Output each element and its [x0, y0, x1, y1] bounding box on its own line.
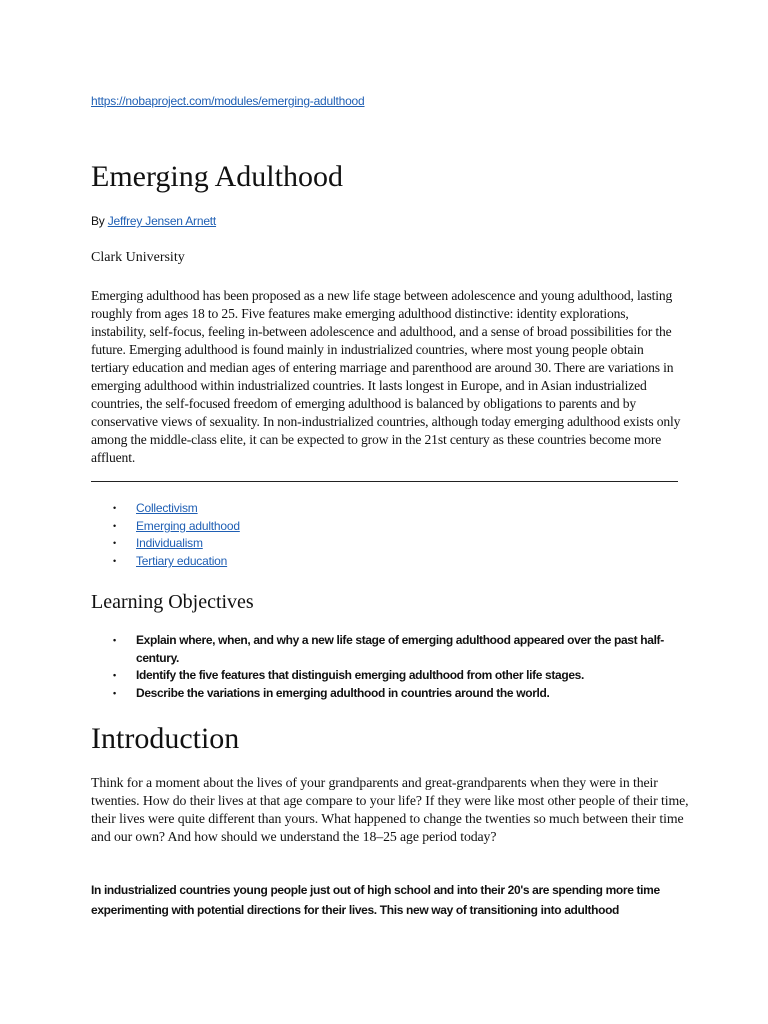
keyword-list: [91, 500, 240, 571]
introduction-paragraph: Think for a moment about the lives of your grandparents and great-grandparents when they were in their twenties. How do their lives at that age compare to your life? If they were like most other people of their time, their lives were quite different than yours. What happened to change the twenties so much between their time and our own? And how should we understand the 18–25 age period today?: [91, 775, 689, 844]
horizontal-rule: [91, 481, 678, 482]
abstract-paragraph: Emerging adulthood has been proposed as a new life stage between adolescence and young adulthood, lasting roughly from ages 18 to 25. Five features make emerging adulthood distinctive: identity explorations, instability, self-focus, feeling in-between adolescence and adulthood, and a sense of broad possibilities for the future. Emerging adulthood is found mainly in industrialized countries, where most young people obtain tertiary education and median ages of entering marriage and parenthood are around 30. There are variations in emerging adulthood within industrialized countries. It lasts longest in Europe, and in Asian industrialized countries, the self-focused freedom of emerging adulthood is balanced by obligations to parents and by conservative views of sexuality. In non-industrialized countries, although today emerging adulthood exists only among the middle-class elite, it can be expected to grow in the 21st century as these countries become more affluent.: [91, 288, 681, 465]
learning-objectives-heading: Learning Objectives: [91, 591, 254, 613]
objective-text: Identify the five features that distinguish emerging adulthood from other life stages.: [136, 668, 584, 683]
bullet-icon: •: [113, 538, 116, 549]
bullet-icon: •: [113, 670, 116, 681]
keyword-link-tertiary-education[interactable]: Tertiary education: [136, 554, 228, 569]
objective-text: Describe the variations in emerging adulthood in countries around the world.: [136, 686, 550, 701]
keyword-link-emerging-adulthood[interactable]: Emerging adulthood: [136, 518, 240, 533]
bullet-icon: •: [113, 556, 116, 567]
document-title: Emerging Adulthood: [91, 160, 343, 193]
bullet-icon: •: [113, 635, 116, 645]
affiliation: Clark University: [91, 250, 185, 265]
bullet-icon: •: [113, 520, 116, 531]
source-url-link[interactable]: https://nobaproject.com/modules/emerging-adulthood: [91, 94, 365, 108]
keyword-item: [91, 553, 240, 571]
objective-item: [91, 685, 681, 703]
keyword-item: [91, 518, 240, 536]
bullet-icon: •: [113, 688, 116, 699]
objective-item: [91, 667, 681, 685]
objective-text: Explain where, when, and why a new life stage of emerging adulthood appeared over the past half-century.: [136, 633, 664, 665]
objective-item: [91, 632, 681, 667]
introduction-heading: Introduction: [91, 722, 240, 755]
byline-prefix: By: [91, 214, 108, 228]
keyword-link-individualism[interactable]: Individualism: [136, 536, 203, 551]
keyword-link-collectivism[interactable]: Collectivism: [136, 501, 198, 515]
byline: [91, 214, 216, 228]
author-link[interactable]: Jeffrey Jensen Arnett: [107, 214, 217, 228]
bullet-icon: •: [113, 503, 116, 513]
introduction-bold-paragraph: In industrialized countries young people just out of high school and into their 20's are spending more time experimenting with potential directions for their lives. This new way of transitioning into adulthood: [91, 883, 660, 917]
learning-objectives-list: [91, 632, 681, 703]
keyword-item: [91, 535, 240, 553]
keyword-item: [91, 500, 240, 518]
